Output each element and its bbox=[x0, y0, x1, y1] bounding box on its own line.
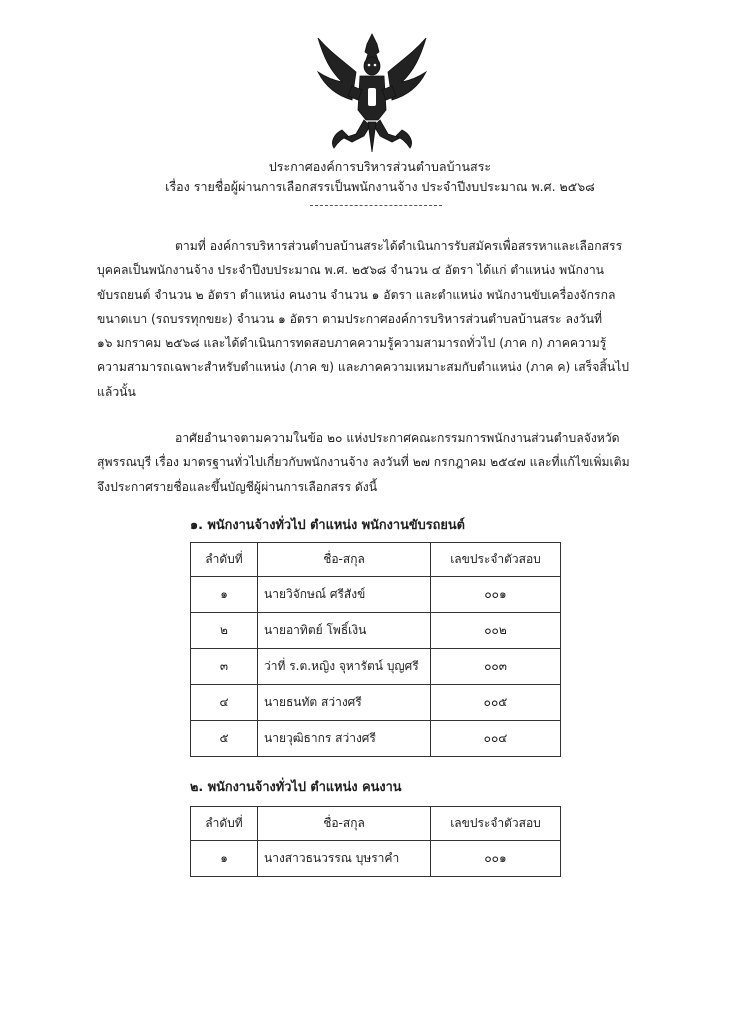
cell-order: ๑ bbox=[191, 841, 258, 877]
cell-order: ๒ bbox=[191, 613, 258, 649]
cell-exam-id: ๐๐๑ bbox=[431, 841, 561, 877]
title-divider bbox=[310, 205, 442, 206]
paragraph-line: ๑๖ มกราคม ๒๕๖๘ และได้ดำเนินการทดสอบภาคความรู้ความสามารถทั่วไป (ภาค ก) ภาคความรู้ bbox=[97, 336, 607, 351]
section-2-table bbox=[190, 806, 561, 877]
column-header-exam-id: เลขประจำตัวสอบ bbox=[431, 807, 561, 841]
cell-name: ว่าที่ ร.ต.หญิง จุหารัตน์ บุญศรี bbox=[258, 649, 431, 685]
paragraph-line: บุคคลเป็นพนักงานจ้าง ประจำปีงบประมาณ พ.ศ. ๒๕๖๘ จำนวน ๔ อัตรา ได้แก่ ตำแหน่ง พนักงาน bbox=[97, 263, 604, 278]
paragraph-line: ขนาดเบา (รถบรรทุกขยะ) จำนวน ๑ อัตรา ตามประกาศองค์การบริหารส่วนตำบลบ้านสระ ลงวันที่ bbox=[97, 311, 603, 326]
paragraph-line: ความสามารถเฉพาะสำหรับตำแหน่ง (ภาค ข) และภาคความเหมาะสมกับตำแหน่ง (ภาค ค) เสร็จสิ้นไป bbox=[97, 360, 630, 375]
paragraph-1 bbox=[97, 234, 637, 404]
table-row bbox=[191, 613, 561, 649]
table-row bbox=[191, 649, 561, 685]
paragraph-2 bbox=[97, 426, 637, 499]
document-subject: เรื่อง รายชื่อผู้ผ่านการเลือกสรรเป็นพนักงานจ้าง ประจำปีงบประมาณ พ.ศ. ๒๕๖๘ bbox=[165, 179, 595, 194]
paragraph-line: ขับรถยนต์ จำนวน ๒ อัตรา ตำแหน่ง คนงาน จำนวน ๑ อัตรา และตำแหน่ง พนักงานขับเครื่องจักรกล bbox=[97, 287, 616, 302]
cell-name: นายธนทัต สว่างศรี bbox=[258, 685, 431, 721]
cell-exam-id: ๐๐๑ bbox=[431, 577, 561, 613]
column-header-exam-id: เลขประจำตัวสอบ bbox=[431, 543, 561, 577]
cell-exam-id: ๐๐๕ bbox=[431, 685, 561, 721]
cell-order: ๕ bbox=[191, 721, 258, 757]
cell-order: ๓ bbox=[191, 649, 258, 685]
table-row bbox=[191, 685, 561, 721]
section-2-title: ๒. พนักงานจ้างทั่วไป ตำแหน่ง คนงาน bbox=[190, 780, 402, 795]
table-row bbox=[191, 721, 561, 757]
paragraph-line: อาศัยอำนาจตามความในข้อ ๒๐ แห่งประกาศคณะกรรมการพนักงานส่วนตำบลจังหวัด bbox=[175, 431, 620, 445]
cell-exam-id: ๐๐๓ bbox=[431, 649, 561, 685]
cell-name: นางสาวธนวรรณ บุษราคำ bbox=[258, 841, 431, 877]
cell-name: นายอาทิตย์ โพธิ์เงิน bbox=[258, 613, 431, 649]
cell-name: นายวุฒิธากร สว่างศรี bbox=[258, 721, 431, 757]
table-header-row bbox=[191, 807, 561, 841]
section-1-title: ๑. พนักงานจ้างทั่วไป ตำแหน่ง พนักงานขับรถยนต์ bbox=[190, 518, 465, 533]
table-row bbox=[191, 841, 561, 877]
paragraph-line: แล้วนั้น bbox=[97, 384, 136, 399]
column-header-order: ลำดับที่ bbox=[191, 807, 258, 841]
garuda-emblem-icon bbox=[312, 30, 432, 156]
paragraph-line: ตามที่ องค์การบริหารส่วนตำบลบ้านสระได้ดำเนินการรับสมัครเพื่อสรรหาและเลือกสรร bbox=[175, 239, 623, 253]
paragraph-line: จึงประกาศรายชื่อและขึ้นบัญชีผู้ผ่านการเลือกสรร ดังนี้ bbox=[97, 479, 378, 494]
column-header-name: ชื่อ-สกุล bbox=[258, 807, 431, 841]
document-title: ประกาศองค์การบริหารส่วนตำบลบ้านสระ bbox=[268, 159, 492, 174]
paragraph-line: สุพรรณบุรี เรื่อง มาตรฐานทั่วไปเกี่ยวกับพนักงานจ้าง ลงวันที่ ๒๗ กรกฎาคม ๒๕๔๗ และที่แก้ไขเพิ่มเติม bbox=[97, 455, 630, 470]
section-1-table bbox=[190, 542, 561, 757]
table-header-row bbox=[191, 543, 561, 577]
cell-exam-id: ๐๐๔ bbox=[431, 721, 561, 757]
cell-exam-id: ๐๐๒ bbox=[431, 613, 561, 649]
cell-order: ๔ bbox=[191, 685, 258, 721]
column-header-name: ชื่อ-สกุล bbox=[258, 543, 431, 577]
cell-name: นายวิจักษณ์ ศรีสังข์ bbox=[258, 577, 431, 613]
cell-order: ๑ bbox=[191, 577, 258, 613]
table-row bbox=[191, 577, 561, 613]
column-header-order: ลำดับที่ bbox=[191, 543, 258, 577]
